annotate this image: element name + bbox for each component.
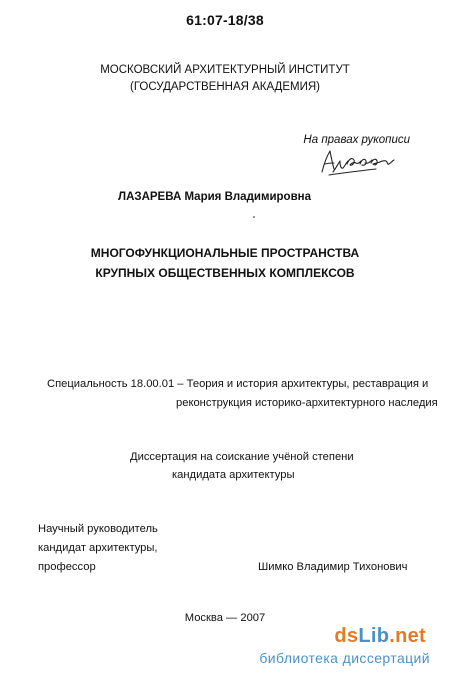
advisor-name: Шимко Владимир Тихонович xyxy=(258,561,408,573)
specialty-line-1: Специальность 18.00.01 – Теория и история архитектуры, реставрация и xyxy=(47,378,429,390)
watermark-logo xyxy=(334,625,426,648)
institute-line-2: (ГОСУДАРСТВЕННАЯ АКАДЕМИЯ) xyxy=(130,81,320,93)
watermark-subtitle: библиотека диссертаций xyxy=(259,650,430,666)
watermark-lib: Lib xyxy=(358,625,390,647)
catalog-code: 61:07-18/38 xyxy=(186,12,264,28)
degree-line-2: кандидата архитектуры xyxy=(172,469,295,481)
title-line-1: МНОГОФУНКЦИОНАЛЬНЫЕ ПРОСТРАНСТВА xyxy=(90,246,360,260)
city-year: Москва — 2007 xyxy=(184,612,266,624)
handwritten-signature xyxy=(318,142,398,182)
scan-speck xyxy=(253,216,255,218)
degree-line-1: Диссертация на соискание учёной степени xyxy=(130,451,354,463)
watermark-ds: ds xyxy=(334,625,359,647)
advisor-title-line-1: Научный руководитель xyxy=(38,523,158,535)
watermark-net: .net xyxy=(389,625,426,647)
dissertation-title xyxy=(0,243,450,283)
author-name: ЛАЗАРЕВА Мария Владимировна xyxy=(118,191,311,203)
advisor-title-line-2: кандидат архитектуры, xyxy=(38,542,158,554)
specialty-line-2: реконструкция историко-архитектурного наследия xyxy=(176,397,438,409)
institute-name xyxy=(0,62,450,96)
advisor-title-line-3: профессор xyxy=(38,561,96,573)
manuscript-note: На правах рукописи xyxy=(303,134,410,146)
dslib-watermark xyxy=(248,625,438,673)
institute-line-1: МОСКОВСКИЙ АРХИТЕКТУРНЫЙ ИНСТИТУТ xyxy=(100,64,350,76)
title-line-2: КРУПНЫХ ОБЩЕСТВЕННЫХ КОМПЛЕКСОВ xyxy=(95,266,355,280)
